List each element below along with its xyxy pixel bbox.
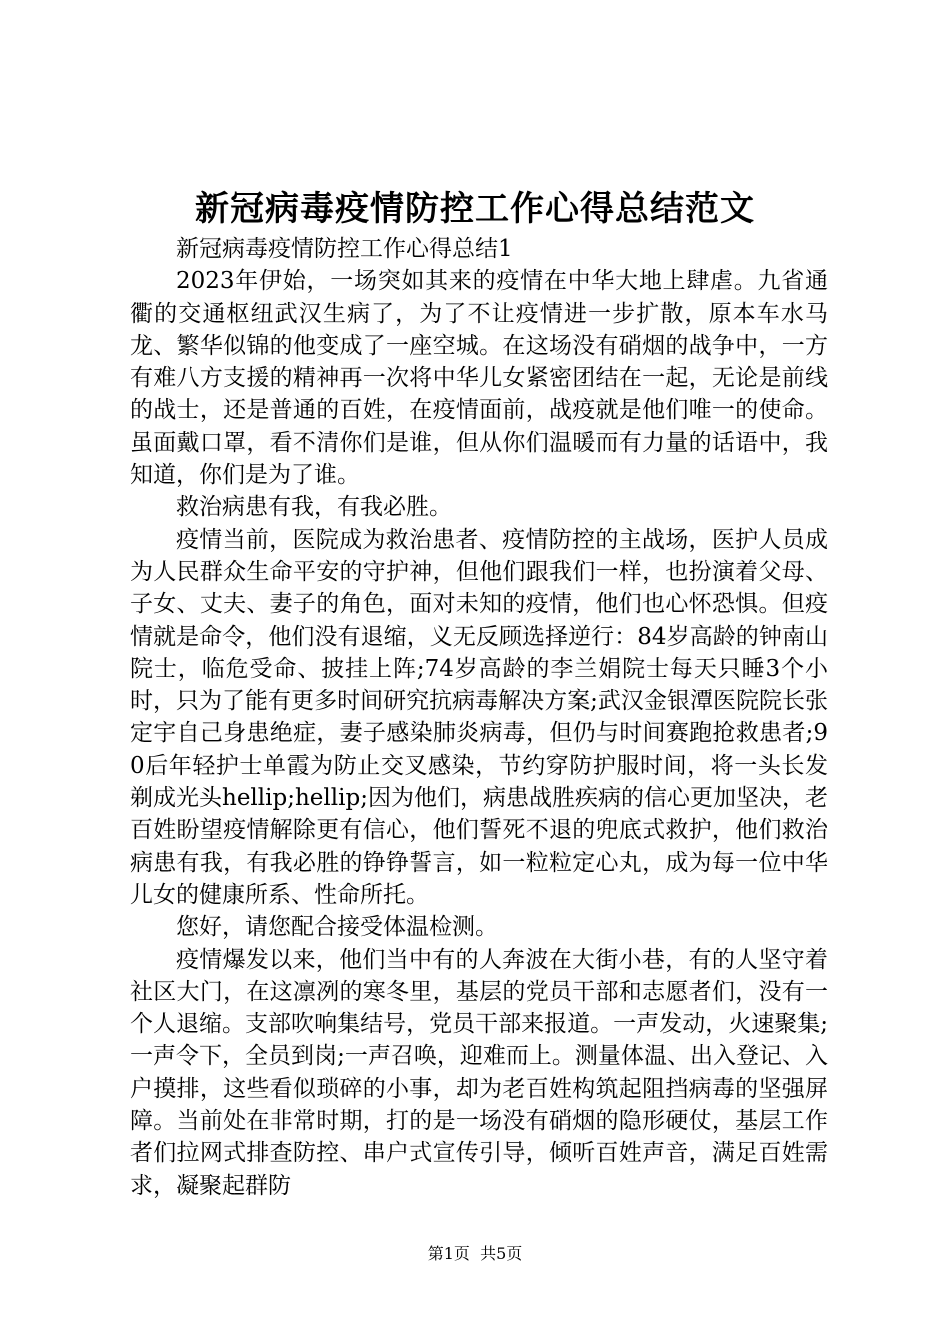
paragraph: 疫情当前，医院成为救治患者、疫情防控的主战场，医护人员成为人民群众生命平安的守护神，但他们跟我们一样，也扮演着父母、子女、丈夫、妻子的角色，面对未知的疫情，他们也心怀恐惧。但疫情就是命令，他们没有退缩，义无反顾选择逆行：84岁高龄的钟南山院士，临危受命、披挂上阵;74岁高龄的李兰娟院士每天只睡3个小时，只为了能有更多时间研究抗病毒解决方案;武汉金银潭医院院长张定宇自己身患绝症，妻子感染肺炎病毒，但仍与时间赛跑抢救患者;90后年轻护士单霞为防止交叉感染，节约穿防护服时间，将一头长发剃成光头hellip;hellip;因为他们，病患战胜疾病的信心更加坚决，老百姓盼望疫情解除更有信心，他们誓死不退的兜底式救护，他们救治病患有我，有我必胜的铮铮誓言，如一粒粒定心丸，成为每一位中华儿女的健康所系、性命所托。 [130,526,828,908]
section-heading: 新冠病毒疫情防控工作心得总结1 [176,236,513,262]
paragraph: 2023年伊始，一场突如其来的疫情在中华大地上肆虐。九省通衢的交通枢纽武汉生病了，为了不让疫情进一步扩散，原本车水马龙、繁华似锦的他变成了一座空城。在这场没有硝烟的战争中，一方有难八方支援的精神再一次将中华儿女紧密团结在一起，无论是前线的战士，还是普通的百姓，在疫情面前，战疫就是他们唯一的使命。虽面戴口罩，看不清你们是谁，但从你们温暖而有力量的话语中，我知道，你们是为了谁。 [130,268,828,489]
document-title: 新冠病毒疫情防控工作心得总结范文 [195,189,755,229]
page-total: 共5页 [480,1244,523,1263]
page-footer [0,1242,950,1266]
paragraph: 救治病患有我，有我必胜。 [176,494,452,521]
paragraph: 疫情爆发以来，他们当中有的人奔波在大街小巷，有的人坚守着社区大门，在这凛冽的寒冬里，基层的党员干部和志愿者们，没有一个人退缩。支部吹响集结号，党员干部来报道。一声发动，火速聚集;一声令下，全员到岗;一声召唤，迎难而上。测量体温、出入登记、入户摸排，这些看似琐碎的小事，却为老百姓构筑起阻挡病毒的坚强屏障。当前处在非常时期，打的是一场没有硝烟的隐形硬仗，基层工作者们拉网式排查防控、串户式宣传引导，倾听百姓声音，满足百姓需求，凝聚起群防 [130,946,828,1199]
document-body [130,233,828,1202]
page-number: 第1页 [427,1244,470,1263]
paragraph: 您好，请您配合接受体温检测。 [176,914,498,941]
